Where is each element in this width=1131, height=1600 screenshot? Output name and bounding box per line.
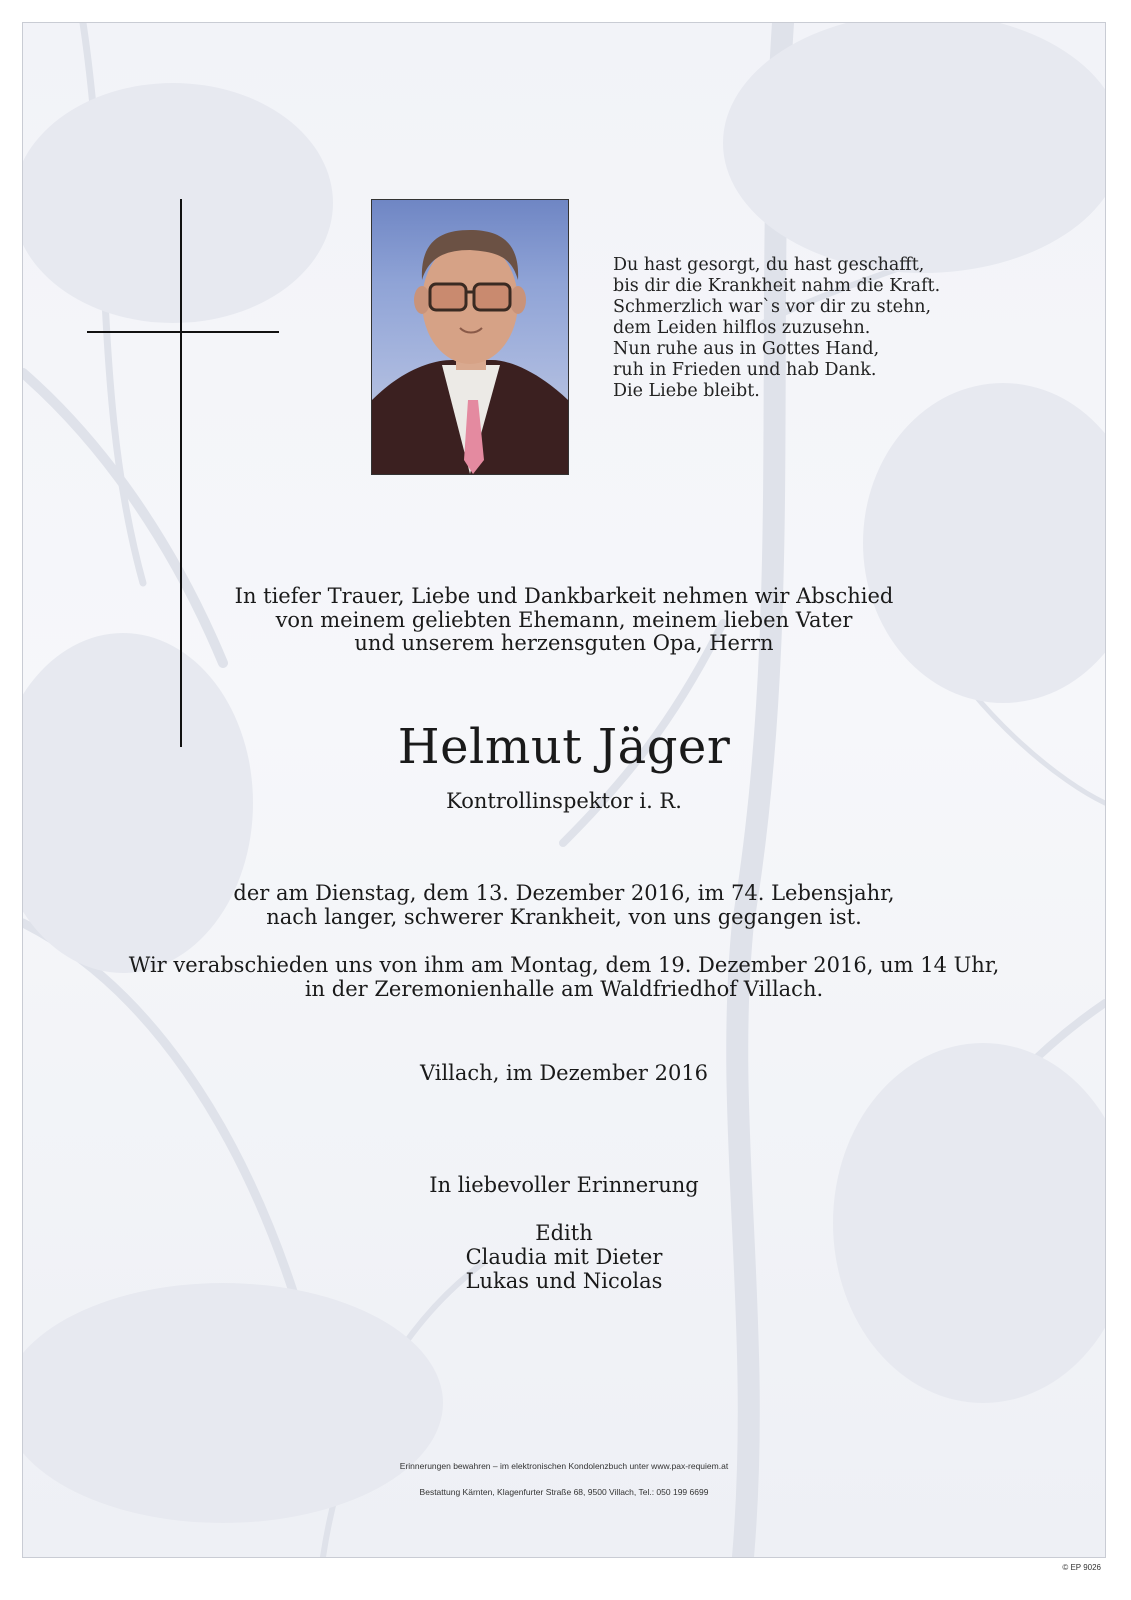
family-member: Edith bbox=[535, 1221, 593, 1245]
death-notice: der am Dienstag, dem 13. Dezember 2016, im 74. Lebensjahr, nach langer, schwerer Krankheit, von uns gegangen ist. bbox=[233, 881, 895, 929]
place-date: Villach, im Dezember 2016 bbox=[419, 1061, 709, 1085]
family-list bbox=[23, 1221, 1105, 1293]
portrait-photo bbox=[371, 199, 569, 475]
poem-text: Du hast gesorgt, du hast geschafft, bis dir die Krankheit nahm die Kraft. Schmerzlich war`s vor dir zu stehn, dem Leiden hilflos zuzusehn. Nun ruhe aus in Gottes Hand, ruh in Frieden und hab Dank. Die Liebe bleibt. bbox=[613, 255, 941, 401]
obituary-sheet bbox=[22, 22, 1106, 1558]
deceased-name: Helmut Jäger bbox=[397, 719, 731, 775]
family-member: Claudia mit Dieter bbox=[465, 1245, 663, 1269]
footer-condolence-link: Erinnerungen bewahren – im elektronischen Kondolenzbuch unter www.pax-requiem.at bbox=[399, 1461, 729, 1471]
family-member: Lukas und Nicolas bbox=[465, 1269, 663, 1293]
farewell-intro: In tiefer Trauer, Liebe und Dankbarkeit nehmen wir Abschied von meinem geliebten Ehemann, meinem lieben Vater und unserem herzensguten Opa, Herrn bbox=[234, 584, 894, 655]
copyright-mark: © EP 9026 bbox=[1062, 1563, 1101, 1572]
cross-vertical-bar bbox=[180, 199, 182, 747]
footer-funeral-home: Bestattung Kärnten, Klagenfurter Straße 68, 9500 Villach, Tel.: 050 199 6699 bbox=[419, 1487, 709, 1497]
deceased-title: Kontrollinspektor i. R. bbox=[446, 789, 682, 813]
memory-line: In liebevoller Erinnerung bbox=[429, 1173, 699, 1197]
funeral-notice: Wir verabschieden uns von ihm am Montag, dem 19. Dezember 2016, um 14 Uhr, in der Zeremonienhalle am Waldfriedhof Villach. bbox=[128, 953, 1000, 1001]
cross-horizontal-bar bbox=[87, 331, 279, 333]
